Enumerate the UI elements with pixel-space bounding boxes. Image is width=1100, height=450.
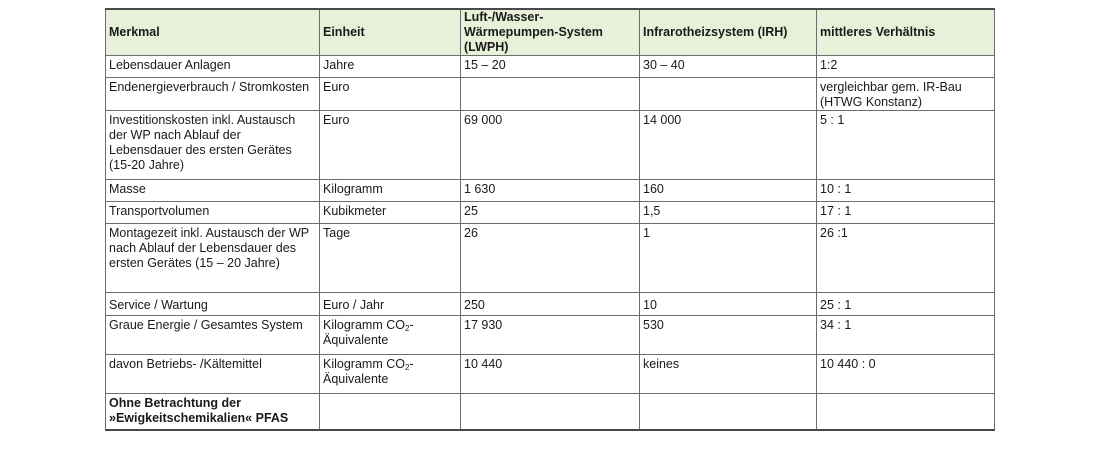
cell-lwph: 10 440 xyxy=(461,355,640,394)
cell-merkmal: Endenergieverbrauch / Stromkosten xyxy=(106,78,320,111)
cell-lwph: 17 930 xyxy=(461,316,640,355)
cell-lwph: 25 xyxy=(461,202,640,224)
header-lwph xyxy=(461,9,640,56)
cell-merkmal: Montagezeit inkl. Austausch der WP nach Ablauf der Lebensdauer des ersten Gerätes (15 – 20 Jahre) xyxy=(106,224,320,293)
header-einheit: Einheit xyxy=(320,9,461,56)
comparison-table-container xyxy=(105,8,994,431)
cell-irh: 10 xyxy=(640,293,817,316)
cell-ratio: 10 : 1 xyxy=(817,180,995,202)
cell-merkmal: Transportvolumen xyxy=(106,202,320,224)
cell-ratio: 26 :1 xyxy=(817,224,995,293)
cell-ratio: 25 : 1 xyxy=(817,293,995,316)
cell-irh: keines xyxy=(640,355,817,394)
table-row xyxy=(106,224,995,293)
table-row xyxy=(106,394,995,430)
cell-lwph: 250 xyxy=(461,293,640,316)
unit-subscript: 2 xyxy=(404,324,410,333)
cell-lwph: 15 – 20 xyxy=(461,56,640,78)
header-lwph-label: Luft-/Wasser-Wärmepumpen-System (LWPH) xyxy=(464,10,603,54)
cell-merkmal: Investitionskosten inkl. Austausch der WP nach Ablauf der Lebensdauer des ersten Gerätes (15-20 Jahre) xyxy=(106,111,320,180)
cell-irh: 1 xyxy=(640,224,817,293)
cell-ratio: 17 : 1 xyxy=(817,202,995,224)
unit-subscript: 2 xyxy=(404,363,410,372)
cell-einheit xyxy=(320,316,461,355)
table-row xyxy=(106,202,995,224)
cell-lwph xyxy=(461,78,640,111)
header-ratio: mittleres Verhältnis xyxy=(817,9,995,56)
cell-irh xyxy=(640,394,817,430)
cell-einheit: Kubikmeter xyxy=(320,202,461,224)
table-row xyxy=(106,355,995,394)
table-row xyxy=(106,293,995,316)
cell-irh xyxy=(640,78,817,111)
cell-ratio: 1:2 xyxy=(817,56,995,78)
cell-lwph: 69 000 xyxy=(461,111,640,180)
cell-einheit: Euro xyxy=(320,78,461,111)
cell-einheit: Kilogramm xyxy=(320,180,461,202)
table-row xyxy=(106,316,995,355)
cell-merkmal: Graue Energie / Gesamtes System xyxy=(106,316,320,355)
cell-ratio: vergleichbar gem. IR-Bau (HTWG Konstanz) xyxy=(817,78,995,111)
cell-einheit: Jahre xyxy=(320,56,461,78)
cell-einheit: Euro xyxy=(320,111,461,180)
cell-einheit xyxy=(320,355,461,394)
unit-suffix: -Äquivalente xyxy=(323,357,414,386)
table-row xyxy=(106,180,995,202)
cell-ratio xyxy=(817,394,995,430)
cell-ratio: 34 : 1 xyxy=(817,316,995,355)
cell-merkmal: Service / Wartung xyxy=(106,293,320,316)
cell-merkmal: Masse xyxy=(106,180,320,202)
cell-einheit: Euro / Jahr xyxy=(320,293,461,316)
unit-prefix: Kilogramm CO xyxy=(323,357,405,371)
cell-lwph: 1 630 xyxy=(461,180,640,202)
cell-merkmal: Lebensdauer Anlagen xyxy=(106,56,320,78)
cell-irh: 30 – 40 xyxy=(640,56,817,78)
table-row xyxy=(106,56,995,78)
cell-lwph: 26 xyxy=(461,224,640,293)
cell-irh: 160 xyxy=(640,180,817,202)
cell-einheit: Tage xyxy=(320,224,461,293)
header-irh: Infrarotheizsystem (IRH) xyxy=(640,9,817,56)
cell-merkmal: davon Betriebs- /Kältemittel xyxy=(106,355,320,394)
header-merkmal: Merkmal xyxy=(106,9,320,56)
cell-ratio: 5 : 1 xyxy=(817,111,995,180)
cell-ratio: 10 440 : 0 xyxy=(817,355,995,394)
unit-prefix: Kilogramm CO xyxy=(323,318,405,332)
cell-irh: 530 xyxy=(640,316,817,355)
table-header-row xyxy=(106,9,995,56)
table-row xyxy=(106,111,995,180)
cell-einheit xyxy=(320,394,461,430)
cell-irh: 1,5 xyxy=(640,202,817,224)
cell-lwph xyxy=(461,394,640,430)
comparison-table xyxy=(105,8,995,431)
table-row xyxy=(106,78,995,111)
cell-irh: 14 000 xyxy=(640,111,817,180)
unit-suffix: -Äquivalente xyxy=(323,318,414,347)
cell-merkmal-note: Ohne Betrachtung der »Ewigkeitschemikalien« PFAS xyxy=(106,394,320,430)
